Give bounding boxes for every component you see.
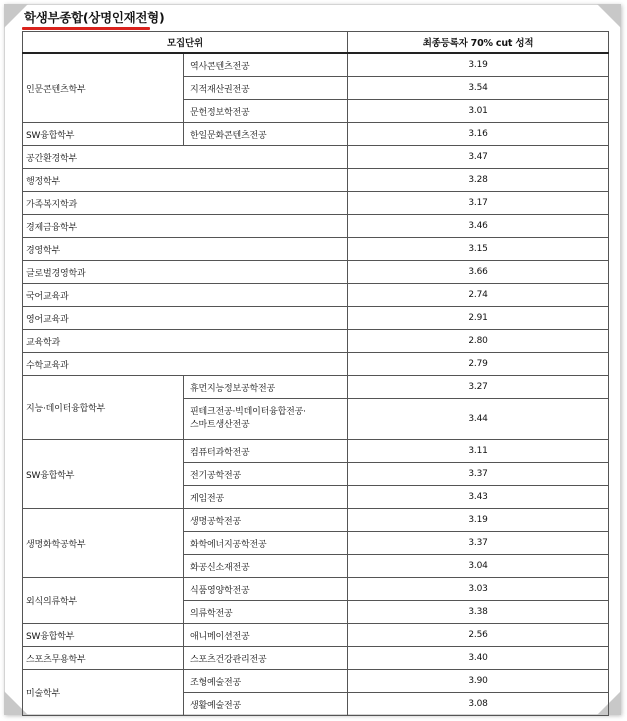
score-cell: 3.11 bbox=[348, 440, 609, 463]
major-cell: 생명공학전공 bbox=[184, 509, 348, 532]
major-cell: 한일문화콘텐츠전공 bbox=[184, 123, 348, 146]
score-cell: 2.91 bbox=[348, 307, 609, 330]
unit-cell: 경영학부 bbox=[23, 238, 348, 261]
unit-cell: SW융합학부 bbox=[23, 624, 184, 647]
major-cell: 전기공학전공 bbox=[184, 463, 348, 486]
major-cell: 컴퓨터과학전공 bbox=[184, 440, 348, 463]
major-cell: 휴먼지능정보공학전공 bbox=[184, 376, 348, 399]
table-row bbox=[23, 440, 609, 463]
score-cell: 3.46 bbox=[348, 215, 609, 238]
major-cell: 문헌정보학전공 bbox=[184, 100, 348, 123]
score-cell: 3.19 bbox=[348, 509, 609, 532]
major-cell: 생활예술전공 bbox=[184, 693, 348, 716]
major-cell: 의류학전공 bbox=[184, 601, 348, 624]
unit-cell: SW융합학부 bbox=[23, 440, 184, 509]
score-cell: 3.27 bbox=[348, 376, 609, 399]
unit-cell: 교육학과 bbox=[23, 330, 348, 353]
unit-cell: 인문콘텐츠학부 bbox=[23, 53, 184, 123]
table-row bbox=[23, 578, 609, 601]
table-row bbox=[23, 146, 609, 169]
table-row bbox=[23, 353, 609, 376]
table-row bbox=[23, 123, 609, 146]
score-cell: 3.44 bbox=[348, 399, 609, 440]
unit-cell: 행정학부 bbox=[23, 169, 348, 192]
major-cell: 스포츠건강관리전공 bbox=[184, 647, 348, 670]
admission-score-table bbox=[22, 31, 609, 716]
major-cell bbox=[184, 399, 348, 440]
table-header-row bbox=[23, 32, 609, 54]
score-cell: 3.04 bbox=[348, 555, 609, 578]
page-corner-decoration bbox=[597, 4, 621, 28]
major-line: 핀테크전공·빅데이터융합전공· bbox=[190, 407, 306, 417]
unit-cell: 생명화학공학부 bbox=[23, 509, 184, 578]
unit-cell: 가족복지학과 bbox=[23, 192, 348, 215]
table-row bbox=[23, 509, 609, 532]
score-cell: 3.54 bbox=[348, 77, 609, 100]
unit-cell: 국어교육과 bbox=[23, 284, 348, 307]
unit-cell: 수학교육과 bbox=[23, 353, 348, 376]
unit-cell: 공간환경학부 bbox=[23, 146, 348, 169]
unit-cell: 글로벌경영학과 bbox=[23, 261, 348, 284]
score-cell: 3.90 bbox=[348, 670, 609, 693]
page-title: 학생부종합(상명인재전형) bbox=[24, 10, 165, 25]
score-cell: 2.79 bbox=[348, 353, 609, 376]
title-block bbox=[24, 9, 164, 27]
unit-cell: 경제금융학부 bbox=[23, 215, 348, 238]
score-cell: 3.40 bbox=[348, 647, 609, 670]
major-cell: 식품영양학전공 bbox=[184, 578, 348, 601]
header-unit: 모집단위 bbox=[23, 32, 348, 54]
table-row bbox=[23, 624, 609, 647]
score-cell: 2.56 bbox=[348, 624, 609, 647]
score-cell: 3.66 bbox=[348, 261, 609, 284]
table-row bbox=[23, 330, 609, 353]
unit-cell: 외식의류학부 bbox=[23, 578, 184, 624]
score-cell: 3.03 bbox=[348, 578, 609, 601]
major-cell: 게임전공 bbox=[184, 486, 348, 509]
score-cell: 3.01 bbox=[348, 100, 609, 123]
score-cell: 3.43 bbox=[348, 486, 609, 509]
major-cell: 화학에너지공학전공 bbox=[184, 532, 348, 555]
major-cell: 화공신소재전공 bbox=[184, 555, 348, 578]
unit-cell: 스포츠무용학부 bbox=[23, 647, 184, 670]
score-cell: 3.15 bbox=[348, 238, 609, 261]
major-cell: 애니메이션전공 bbox=[184, 624, 348, 647]
score-cell: 3.28 bbox=[348, 169, 609, 192]
score-cell: 3.37 bbox=[348, 463, 609, 486]
major-cell: 지적재산권전공 bbox=[184, 77, 348, 100]
header-score: 최종등록자 70% cut 성적 bbox=[348, 32, 609, 54]
major-cell: 역사콘텐츠전공 bbox=[184, 53, 348, 77]
score-cell: 3.37 bbox=[348, 532, 609, 555]
unit-cell: 미술학부 bbox=[23, 670, 184, 716]
table-row bbox=[23, 53, 609, 77]
table-row bbox=[23, 307, 609, 330]
unit-cell: 지능·데이터융합학부 bbox=[23, 376, 184, 440]
table-row bbox=[23, 238, 609, 261]
table-row bbox=[23, 215, 609, 238]
score-cell: 3.38 bbox=[348, 601, 609, 624]
table-body bbox=[23, 53, 609, 716]
score-cell: 2.80 bbox=[348, 330, 609, 353]
score-cell: 3.16 bbox=[348, 123, 609, 146]
score-cell: 3.08 bbox=[348, 693, 609, 716]
major-cell: 조형예술전공 bbox=[184, 670, 348, 693]
score-cell: 2.74 bbox=[348, 284, 609, 307]
table-row bbox=[23, 192, 609, 215]
score-cell: 3.47 bbox=[348, 146, 609, 169]
table-row bbox=[23, 284, 609, 307]
unit-cell: SW융합학부 bbox=[23, 123, 184, 146]
table-row bbox=[23, 670, 609, 693]
major-line: 스마트생산전공 bbox=[190, 420, 250, 430]
title-underline bbox=[22, 27, 150, 30]
table-row bbox=[23, 647, 609, 670]
score-cell: 3.19 bbox=[348, 53, 609, 77]
table-row bbox=[23, 169, 609, 192]
table-row bbox=[23, 261, 609, 284]
unit-cell: 영어교육과 bbox=[23, 307, 348, 330]
table-row bbox=[23, 376, 609, 399]
score-cell: 3.17 bbox=[348, 192, 609, 215]
